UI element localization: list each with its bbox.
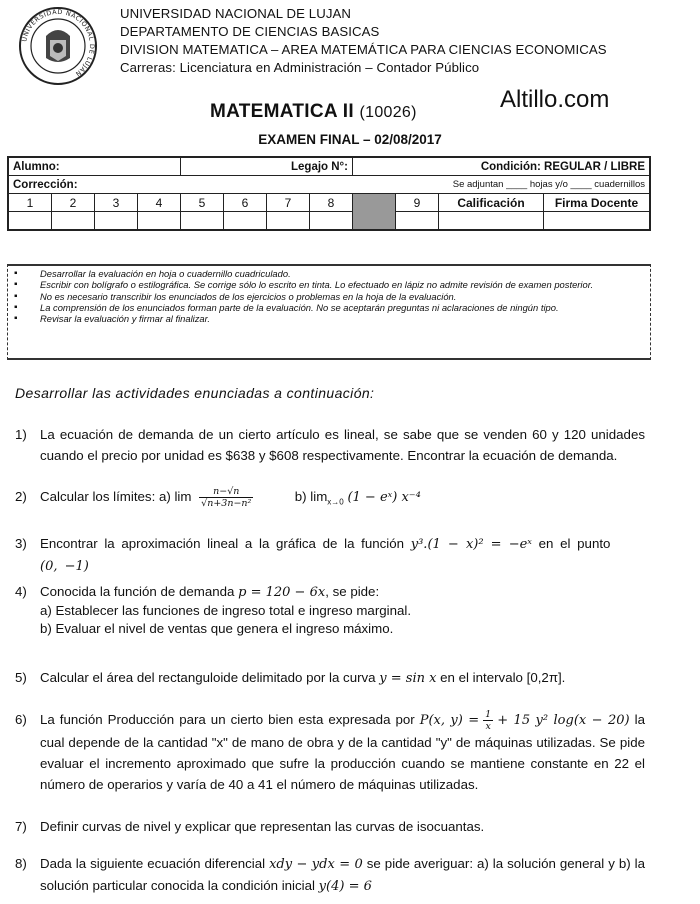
col-5: 5 <box>181 194 224 212</box>
grade-cell[interactable] <box>267 212 310 231</box>
grade-cell[interactable] <box>52 212 95 231</box>
question-number: 2) <box>15 489 27 504</box>
correccion-label: Corrección: <box>8 176 267 194</box>
rule-item: ▪ No es necesario transcribir los enunciados de los ejercicios o problemas en la hoja de la evaluación. <box>8 291 650 302</box>
question-number: 6) <box>15 712 27 727</box>
col-7: 7 <box>267 194 310 212</box>
grade-cell[interactable] <box>224 212 267 231</box>
limit-expression: (1 − eˣ) x⁻⁴ <box>347 490 421 506</box>
institution-header <box>120 5 607 77</box>
grade-number-row <box>8 194 650 212</box>
limit-sub: x→0 <box>327 497 344 507</box>
limit-fraction: $\frac{n-√n}{\text{√n+3n−n²}}$ <box>201 486 252 509</box>
subquestion-b: b) Evaluar el nivel de ventas que genera el ingreso máximo. <box>40 621 394 636</box>
col-3: 3 <box>95 194 138 212</box>
question-text: se pide averiguar: a) la solución general y b) la solución particular conocida la condición inicial <box>40 856 645 893</box>
question-text: Conocida la función de demanda <box>40 584 235 599</box>
alumno-label: Alumno: <box>8 157 181 176</box>
col-2: 2 <box>52 194 95 212</box>
calificacion-cell[interactable] <box>439 212 544 231</box>
seal-text: UNIVERSIDAD NACIONAL DE LUJAN <box>20 7 97 79</box>
grade-cell[interactable] <box>8 212 52 231</box>
question-number: 1) <box>15 427 27 442</box>
careers-line: Carreras: Licenciatura en Administración – Contador Público <box>120 60 480 75</box>
question-number: 5) <box>15 670 27 685</box>
question-3 <box>15 533 645 577</box>
adjuntan-label: Se adjuntan ____ hojas y/o ____ cuadernillos <box>267 176 651 194</box>
curve-expression: y = sin x <box>379 671 437 686</box>
university-seal <box>18 6 98 86</box>
question-text: en el intervalo [0,2π]. <box>440 670 566 685</box>
question-8 <box>15 853 645 897</box>
grade-cell[interactable] <box>138 212 181 231</box>
question-number: 7) <box>15 819 27 834</box>
grade-cell[interactable] <box>95 212 138 231</box>
grade-cell[interactable] <box>396 212 439 231</box>
question-number: 4) <box>15 584 27 599</box>
function-expression: y³.(1 − x)² = −eˣ <box>410 537 532 552</box>
question-text: Calcular el área del rectanguloide delimitado por la curva <box>40 670 376 685</box>
exam-date: EXAMEN FINAL – 02/08/2017 <box>258 132 442 147</box>
rule-item: ▪ Escribir con bolígrafo o estilográfica. Se corrige sólo lo escrito en tinta. Lo efectuado en lápiz no admite revisión de examen posterior. <box>8 279 650 290</box>
rule-item: ▪ Revisar la evaluación y firmar al finalizar. <box>8 313 650 324</box>
question-number: 3) <box>15 536 27 551</box>
question-text: , se pide: <box>325 584 380 599</box>
question-6 <box>15 709 645 795</box>
course-name: MATEMATICA II <box>210 101 354 122</box>
question-text: La función Producción para un cierto bien esta expresada por <box>40 712 415 727</box>
grading-table <box>7 156 651 231</box>
question-text: en el punto <box>538 536 611 551</box>
calificacion-label: Calificación <box>439 194 544 212</box>
gray-cell <box>353 194 396 231</box>
question-text: la cual depende de la cantidad "x" de mano de obra y de la cantidad "y" de máquinas utilizadas. Se pide evaluar el incremento aproximado que sufre la producción cuando se mantiene constante en 22 el número de operarios y varía de 40 a 41 el número de máquinas utilizadas. <box>40 712 645 792</box>
question-number: 8) <box>15 856 27 871</box>
question-5 <box>15 667 645 689</box>
university-name: UNIVERSIDAD NACIONAL DE LUJAN <box>120 6 352 21</box>
exam-title <box>210 101 417 123</box>
point-expression: (0, −1) <box>40 559 89 574</box>
division-name: DIVISION MATEMATICA – AREA MATEMÁTICA PARA CIENCIAS ECONOMICAS <box>120 42 607 57</box>
condicion-label: Condición: REGULAR / LIBRE <box>353 157 651 176</box>
brand-watermark: Altillo.com <box>500 86 610 113</box>
course-code: (10026) <box>359 104 417 121</box>
instructions-box <box>7 264 651 360</box>
demand-expression: p = 120 − 6x <box>238 585 326 600</box>
question-text: La ecuación de demanda de un cierto artículo es lineal, se sabe que se venden 60 y 120 unidades cuando el precio por unidad es $638 y $608 respectivamente. Encontrar la ecuación de demanda. <box>40 427 645 463</box>
question-text: Encontrar la aproximación lineal a la gráfica de la función <box>40 536 405 551</box>
question-7 <box>15 816 645 837</box>
question-text: Dada la siguiente ecuación diferencial <box>40 856 266 871</box>
rule-item: ▪ La comprensión de los enunciados forman parte de la evaluación. No se aceptarán preguntas ni aclaraciones de ningún tipo. <box>8 302 650 313</box>
col-1: 1 <box>8 194 52 212</box>
grade-cell[interactable] <box>310 212 353 231</box>
ode-expression: xdy − ydx = 0 <box>269 857 363 872</box>
grade-cell[interactable] <box>181 212 224 231</box>
grade-entry-row <box>8 212 650 231</box>
rule-item: ▪ Desarrollar la evaluación en hoja o cuadernillo cuadriculado. <box>8 268 650 279</box>
subquestion-a: a) Establecer las funciones de ingreso total e ingreso marginal. <box>40 603 412 618</box>
col-9: 9 <box>396 194 439 212</box>
question-text: b) lim <box>294 489 328 505</box>
question-4 <box>15 583 645 638</box>
legajo-label: Legajo N°: <box>181 157 353 176</box>
question-2 <box>15 486 645 513</box>
question-1 <box>15 424 645 466</box>
firma-label: Firma Docente <box>544 194 651 212</box>
question-text: Calcular los límites: a) lim <box>40 489 192 505</box>
col-6: 6 <box>224 194 267 212</box>
col-8: 8 <box>310 194 353 212</box>
col-4: 4 <box>138 194 181 212</box>
firma-cell[interactable] <box>544 212 651 231</box>
intro-text: Desarrollar las actividades enunciadas a continuación: <box>15 385 375 401</box>
question-text: Definir curvas de nivel y explicar que representan las curvas de isocuantas. <box>40 819 485 834</box>
production-expression: P(x, y) = $\frac{1}{x}$ + 15 y² log(x − 20) <box>419 709 630 732</box>
department-name: DEPARTAMENTO DE CIENCIAS BASICAS <box>120 24 380 39</box>
initial-condition: y(4) = 6 <box>318 879 372 894</box>
